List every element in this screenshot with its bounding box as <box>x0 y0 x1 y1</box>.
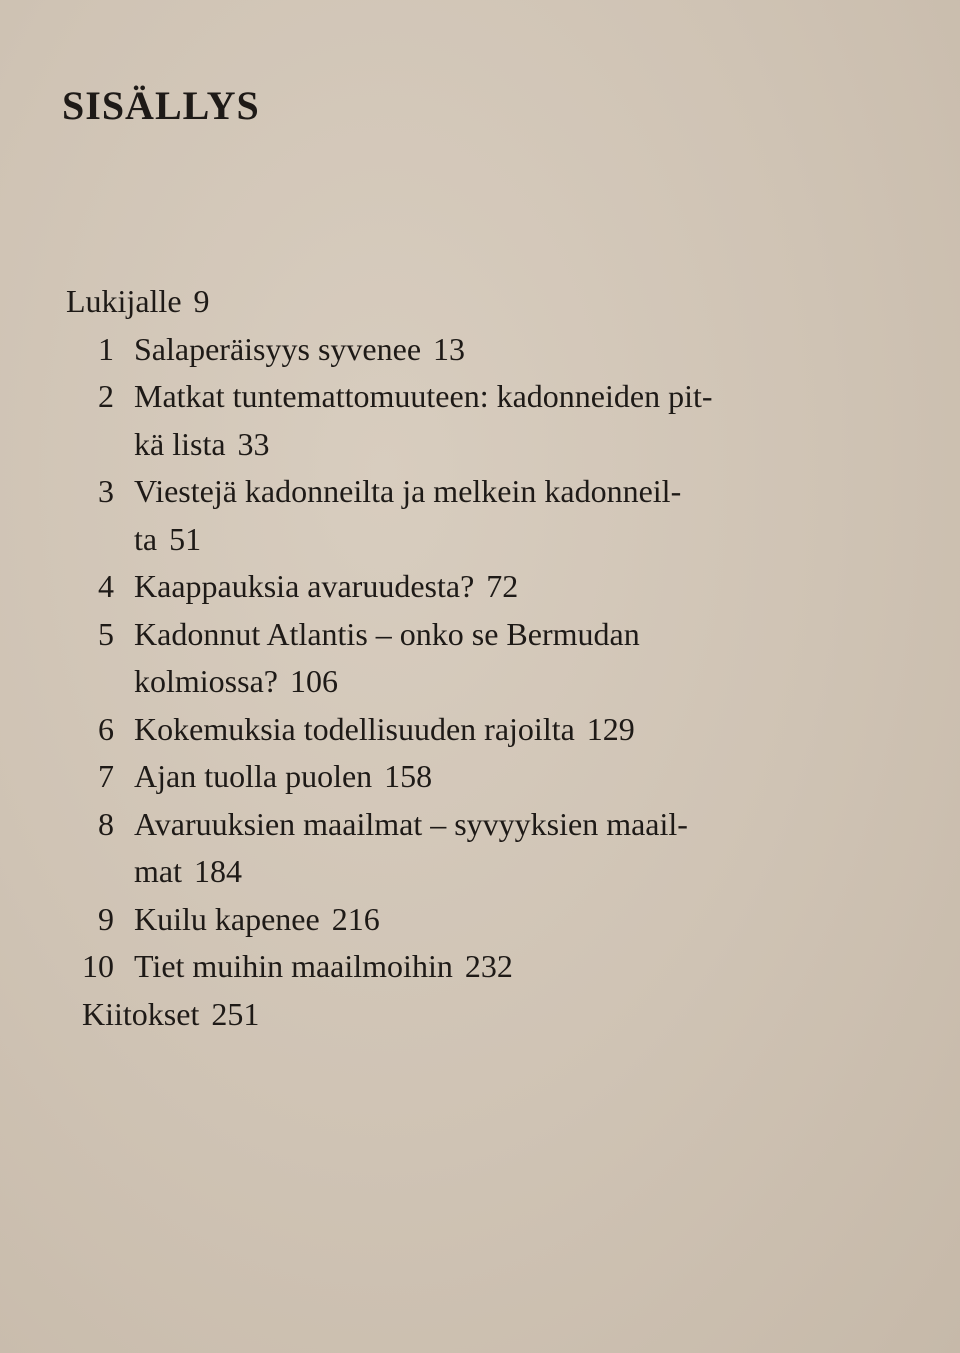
chapter-page: 216 <box>331 900 380 937</box>
chapter-title: Viestejä kadonneilta ja melkein kadonneil- <box>134 473 682 509</box>
toc-entry-outro <box>66 991 866 1039</box>
toc-chapter-continuation <box>66 658 866 706</box>
toc-entry-page: 251 <box>211 995 260 1032</box>
toc-chapter-entry <box>66 373 866 421</box>
chapter-title: Kokemuksia todellisuuden rajoilta <box>134 710 575 747</box>
chapter-page: 13 <box>433 330 466 367</box>
table-of-contents <box>66 278 866 1038</box>
toc-entry-page: 9 <box>193 283 210 319</box>
toc-entry-intro <box>66 278 866 326</box>
chapter-number: 4 <box>98 568 114 604</box>
toc-chapter-entry <box>66 326 866 374</box>
chapter-page: 129 <box>586 710 635 747</box>
chapter-title: Kuilu kapenee <box>134 900 320 937</box>
toc-chapter-entry <box>66 611 866 659</box>
toc-chapter-continuation <box>66 848 866 896</box>
chapter-page: 158 <box>384 758 433 794</box>
toc-chapter-entry <box>66 753 866 801</box>
toc-chapter-entry <box>66 468 866 516</box>
chapter-title: Tiet muihin maailmoihin <box>134 948 453 984</box>
toc-chapter-entry <box>66 563 866 611</box>
chapter-number: 6 <box>98 710 114 747</box>
chapter-page: 184 <box>193 853 242 889</box>
chapter-title: Kaappauksia avaruudesta? <box>134 568 475 604</box>
chapter-title: Salaperäisyys syvenee <box>134 330 422 367</box>
chapter-list <box>66 326 866 991</box>
chapter-number: 1 <box>98 330 114 367</box>
chapter-number: 8 <box>98 805 114 842</box>
chapter-page: 72 <box>486 568 519 604</box>
chapter-page: 106 <box>289 663 338 699</box>
chapter-title: mat <box>134 853 182 889</box>
chapter-page: 232 <box>464 948 513 984</box>
chapter-page: 51 <box>169 520 202 557</box>
chapter-title: Matkat tuntemattomuuteen: kadonneiden pit- <box>134 378 713 414</box>
toc-entry-label: Kiitokset <box>82 995 200 1032</box>
chapter-title: ta <box>134 520 158 557</box>
chapter-title: kolmiossa? <box>134 663 278 699</box>
toc-chapter-continuation <box>66 516 866 564</box>
toc-chapter-entry <box>66 896 866 944</box>
toc-chapter-entry <box>66 706 866 754</box>
chapter-number: 5 <box>98 615 114 652</box>
toc-chapter-entry <box>66 801 866 849</box>
chapter-title: Kadonnut Atlantis – onko se Bermudan <box>134 615 640 652</box>
chapter-number: 9 <box>98 900 114 937</box>
chapter-number: 3 <box>98 473 114 509</box>
chapter-page: 33 <box>237 425 270 462</box>
toc-chapter-entry <box>66 943 866 991</box>
chapter-number: 10 <box>82 948 114 984</box>
chapter-title: Avaruuksien maailmat – syvyyksien maail- <box>134 805 688 842</box>
page-title: SISÄLLYS <box>62 83 260 128</box>
chapter-number: 2 <box>98 378 114 414</box>
chapter-title: Ajan tuolla puolen <box>134 758 373 794</box>
chapter-number: 7 <box>98 758 114 794</box>
toc-chapter-continuation <box>66 421 866 469</box>
toc-entry-label: Lukijalle <box>66 283 182 319</box>
chapter-title: kä lista <box>134 425 226 462</box>
